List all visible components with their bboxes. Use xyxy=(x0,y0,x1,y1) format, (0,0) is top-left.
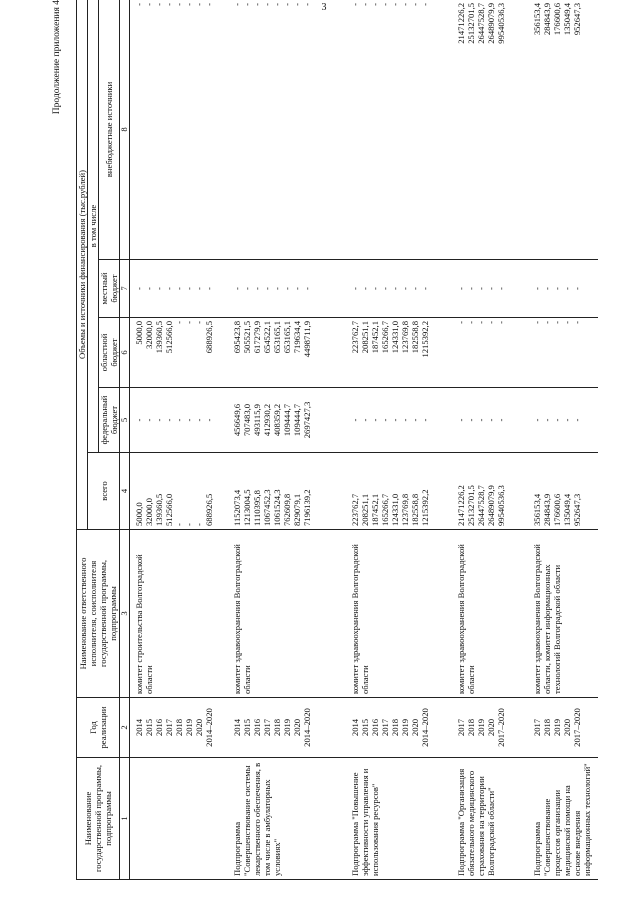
continuation-note: Продолжение приложения 4 xyxy=(52,0,62,115)
extrabudget-value: 356153,4 xyxy=(532,2,542,36)
year-value: 2020 xyxy=(562,718,572,737)
regional-value: - xyxy=(486,321,496,324)
total-value: 1213004,5 xyxy=(242,489,252,526)
total-value: 512566,0 xyxy=(164,493,174,526)
year-value: 2019 xyxy=(552,718,562,737)
federal-value: - xyxy=(370,418,380,422)
local-value: - xyxy=(476,287,486,290)
extrabudget-value: - xyxy=(400,2,410,6)
year-value: 2019 xyxy=(476,718,486,737)
local-value: - xyxy=(154,287,164,290)
program-name xyxy=(130,758,219,880)
col-number: 7 xyxy=(120,260,130,318)
total-value: 25132701,5 xyxy=(466,485,476,526)
extrabudget-cell xyxy=(442,0,518,260)
extrabudget-value: 26489079,9 xyxy=(486,2,496,44)
local-value: - xyxy=(496,287,506,290)
extrabudget-value: - xyxy=(282,2,292,6)
extrabudget-value: - xyxy=(350,2,360,6)
total-value: 139360,5 xyxy=(154,493,164,526)
total-value: 176600,6 xyxy=(552,493,562,526)
year-value: 2014–2020 xyxy=(420,708,430,747)
program-name xyxy=(218,758,328,880)
regional-value: - xyxy=(476,321,486,324)
executor-text: комитет здравоохранения Волгоградской области xyxy=(456,544,476,694)
local-value: - xyxy=(164,287,174,290)
local-value: - xyxy=(466,287,476,290)
extrabudget-value: - xyxy=(292,2,302,6)
local-value: - xyxy=(174,287,184,290)
year-value: 2018 xyxy=(390,718,400,737)
extrabudget-value: 284843,9 xyxy=(542,2,552,36)
federal-value: - xyxy=(562,418,572,422)
funding-table xyxy=(76,0,598,880)
federal-value: - xyxy=(400,418,410,422)
extrabudget-cell xyxy=(130,0,219,260)
year-value: 2016 xyxy=(252,718,262,737)
local-value: - xyxy=(232,287,242,290)
year-value: 2014–2020 xyxy=(302,708,312,747)
executor xyxy=(518,530,598,698)
regional-value: - xyxy=(496,321,506,324)
regional-value: - xyxy=(174,321,184,324)
federal-cell xyxy=(130,388,219,453)
total-value: 99540536,3 xyxy=(496,485,506,526)
header-program: Наименование государственной программы, подпрограммы xyxy=(77,758,120,880)
regional-value: 654522,1 xyxy=(262,321,272,354)
executor-text: комитет строительства Волгоградской области xyxy=(134,554,154,694)
total-cell xyxy=(518,453,598,530)
extrabudget-value: 26447528,7 xyxy=(476,2,486,44)
federal-value: 707483,0 xyxy=(242,403,252,437)
local-cell xyxy=(328,260,442,318)
local-value: - xyxy=(252,287,262,290)
regional-value: 617279,9 xyxy=(252,321,262,354)
header-executor: Наименование ответственного исполнителя, соисполнителя государственной программы, подпрограммы xyxy=(77,530,120,698)
regional-value: 139360,5 xyxy=(154,321,164,354)
executor-text: комитет здравоохранения Волгоградской области xyxy=(350,544,370,694)
total-value: - xyxy=(174,523,184,526)
local-value: - xyxy=(350,287,360,290)
regional-value: 32000,0 xyxy=(144,321,154,349)
total-value: - xyxy=(184,523,194,526)
local-value: - xyxy=(292,287,302,290)
extrabudget-value: 952647,3 xyxy=(572,2,582,36)
program-name-text: Подпрограмма "Повышение эффективности управления и использования ресурсов" xyxy=(350,768,380,876)
header-year: Год реализации xyxy=(77,698,120,758)
federal-value: - xyxy=(476,418,486,422)
regional-value: 719634,4 xyxy=(292,321,302,354)
extrabudget-value: 135049,4 xyxy=(562,2,572,36)
program-name-text: Подпрограмма "Организация обязательного медицинского страхования на территории Волгоградской области" xyxy=(456,768,496,876)
extrabudget-cell xyxy=(328,0,442,260)
regional-cell xyxy=(328,318,442,388)
federal-value: - xyxy=(174,418,184,422)
extrabudget-value: - xyxy=(144,2,154,6)
year-value: 2017 xyxy=(164,718,174,737)
federal-value: 2697427,3 xyxy=(302,401,312,439)
col-number: 6 xyxy=(120,318,130,388)
year-value: 2018 xyxy=(542,718,552,737)
local-value: - xyxy=(144,287,154,290)
year-value: 2018 xyxy=(466,718,476,737)
year-value: 2016 xyxy=(154,718,164,737)
regional-value: 688926,5 xyxy=(204,321,214,354)
regional-value: 187452,1 xyxy=(370,321,380,354)
extrabudget-value: - xyxy=(154,2,164,6)
local-value: - xyxy=(400,287,410,290)
header-funding-group: Объемы и источники финансирования (тыс.рублей) xyxy=(77,0,88,530)
extrabudget-value: - xyxy=(370,2,380,6)
total-value: 1061524,3 xyxy=(272,489,282,526)
year-value: 2014 xyxy=(350,718,360,737)
local-value: - xyxy=(272,287,282,290)
table-row xyxy=(218,0,328,880)
regional-value: 223762,7 xyxy=(350,321,360,354)
local-value: - xyxy=(542,287,552,290)
year-cell xyxy=(328,698,442,758)
regional-cell xyxy=(130,318,219,388)
program-name-text: Подпрограмма "Совершенствование процессов организации медицинской помощи на основе внедрения информационных технологий" xyxy=(532,763,592,876)
year-cell xyxy=(130,698,219,758)
total-value: 135049,4 xyxy=(562,493,572,526)
page-number: 3 xyxy=(321,2,327,13)
local-value: - xyxy=(456,287,466,290)
federal-value: - xyxy=(360,418,370,422)
year-value: 2020 xyxy=(292,718,302,737)
local-value: - xyxy=(390,287,400,290)
federal-cell xyxy=(218,388,328,453)
extrabudget-value: 176600,6 xyxy=(552,2,562,36)
regional-value: 653165,1 xyxy=(272,321,282,354)
year-value: 2018 xyxy=(174,718,184,737)
regional-value: 695423,8 xyxy=(232,321,242,354)
regional-value: 5000,0 xyxy=(134,321,144,345)
regional-value: 1215392,2 xyxy=(420,321,430,358)
extrabudget-value: - xyxy=(164,2,174,6)
regional-cell xyxy=(442,318,518,388)
extrabudget-value: - xyxy=(390,2,400,6)
year-value: 2015 xyxy=(144,718,154,737)
extrabudget-cell xyxy=(518,0,598,260)
local-value: - xyxy=(380,287,390,290)
total-value: 26489079,9 xyxy=(486,485,496,526)
regional-cell xyxy=(218,318,328,388)
table-row xyxy=(442,0,518,880)
regional-cell xyxy=(518,318,598,388)
local-value: - xyxy=(572,287,582,290)
regional-value: 653165,1 xyxy=(282,321,292,354)
table-body xyxy=(130,0,599,880)
extrabudget-value: 25132701,5 xyxy=(466,2,476,44)
regional-value: 512566,0 xyxy=(164,321,174,354)
col-number: 1 xyxy=(120,758,130,880)
extrabudget-value: - xyxy=(184,2,194,6)
year-value: 2016 xyxy=(370,718,380,737)
program-name xyxy=(328,758,442,880)
header-local: местный бюджет xyxy=(99,260,120,318)
federal-value: - xyxy=(154,418,164,422)
federal-value: 408359,2 xyxy=(272,403,282,437)
program-name xyxy=(442,758,518,880)
regional-value: - xyxy=(184,321,194,324)
header-total: всего xyxy=(88,453,120,530)
year-value: 2014 xyxy=(232,718,242,737)
header-regional: областной бюджет xyxy=(99,318,120,388)
total-value: 688926,5 xyxy=(204,493,214,526)
extrabudget-value: - xyxy=(302,2,312,6)
year-value: 2017 xyxy=(532,718,542,737)
federal-cell xyxy=(328,388,442,453)
local-value: - xyxy=(552,287,562,290)
local-value: - xyxy=(420,287,430,290)
total-value: 208251,1 xyxy=(360,493,370,526)
federal-value: - xyxy=(542,418,552,422)
total-value: 21471226,2 xyxy=(456,485,466,526)
rotated-page xyxy=(50,0,610,880)
column-number-row xyxy=(120,0,130,880)
total-value: 7196139,2 xyxy=(302,489,312,526)
col-number: 4 xyxy=(120,453,130,530)
local-value: - xyxy=(486,287,496,290)
executor xyxy=(218,530,328,698)
regional-value: 182558,8 xyxy=(410,321,420,354)
col-number: 3 xyxy=(120,530,130,698)
federal-value: 109444,7 xyxy=(282,403,292,437)
total-cell xyxy=(130,453,219,530)
executor xyxy=(130,530,219,698)
executor-text: комитет здравоохранения Волгоградской области xyxy=(232,544,252,694)
total-value: 829079,1 xyxy=(292,493,302,526)
extrabudget-value: 99540536,3 xyxy=(496,2,506,44)
federal-cell xyxy=(518,388,598,453)
regional-value: - xyxy=(456,321,466,324)
federal-value: - xyxy=(496,418,506,422)
local-value: - xyxy=(194,287,204,290)
extrabudget-value: - xyxy=(194,2,204,6)
total-value: 284843,9 xyxy=(542,493,552,526)
year-value: 2020 xyxy=(194,718,204,737)
year-value: 2017–2020 xyxy=(572,708,582,747)
regional-value: 4498711,9 xyxy=(302,321,312,358)
regional-value: - xyxy=(572,321,582,324)
federal-value: - xyxy=(572,418,582,422)
federal-value: - xyxy=(552,418,562,422)
federal-value: 456649,6 xyxy=(232,403,242,437)
total-value: 1215392,2 xyxy=(420,489,430,526)
extrabudget-value: - xyxy=(232,2,242,6)
total-value: 165266,7 xyxy=(380,493,390,526)
total-value: - xyxy=(194,523,204,526)
local-value: - xyxy=(532,287,542,290)
federal-value: - xyxy=(194,418,204,422)
header-federal: федеральный бюджет xyxy=(99,388,120,453)
header-including: в том числе xyxy=(88,0,99,453)
regional-value: - xyxy=(562,321,572,324)
year-value: 2015 xyxy=(242,718,252,737)
total-value: 5000,0 xyxy=(134,502,144,526)
total-value: 187452,1 xyxy=(370,493,380,526)
local-cell xyxy=(518,260,598,318)
extrabudget-value: - xyxy=(134,2,144,6)
extrabudget-value: - xyxy=(410,2,420,6)
regional-value: 124331,0 xyxy=(390,321,400,354)
table-row xyxy=(130,0,219,880)
local-value: - xyxy=(360,287,370,290)
year-value: 2017 xyxy=(262,718,272,737)
federal-value: - xyxy=(390,418,400,422)
year-value: 2014 xyxy=(134,718,144,737)
federal-value: - xyxy=(466,418,476,422)
regional-value: 123769,8 xyxy=(400,321,410,354)
table-row xyxy=(518,0,598,880)
total-cell xyxy=(218,453,328,530)
federal-value: 493115,9 xyxy=(252,404,262,436)
total-value: 356153,4 xyxy=(532,493,542,526)
total-value: 1152073,4 xyxy=(232,489,242,526)
executor xyxy=(328,530,442,698)
total-value: 124331,0 xyxy=(390,493,400,526)
regional-value: - xyxy=(532,321,542,324)
local-value: - xyxy=(370,287,380,290)
total-value: 223762,7 xyxy=(350,493,360,526)
regional-value: 208251,1 xyxy=(360,321,370,354)
federal-value: - xyxy=(410,418,420,422)
year-cell xyxy=(518,698,598,758)
federal-value: - xyxy=(204,418,214,422)
year-value: 2019 xyxy=(184,718,194,737)
local-value: - xyxy=(262,287,272,290)
federal-value: - xyxy=(134,418,144,422)
col-number: 8 xyxy=(120,0,130,260)
total-value: 762609,8 xyxy=(282,493,292,526)
year-value: 2019 xyxy=(282,718,292,737)
program-name-text: Подпрограмма "Совершенствование системы лекарственного обеспечения, в том числе в амбулаторных условиях" xyxy=(232,762,282,876)
local-value: - xyxy=(302,287,312,290)
year-value: 2017–2020 xyxy=(496,708,506,747)
federal-cell xyxy=(442,388,518,453)
extrabudget-value: - xyxy=(360,2,370,6)
extrabudget-value: 21471226,2 xyxy=(456,2,466,44)
extrabudget-value: - xyxy=(272,2,282,6)
year-value: 2015 xyxy=(360,718,370,737)
total-cell xyxy=(328,453,442,530)
total-value: 182558,8 xyxy=(410,493,420,526)
federal-value: - xyxy=(350,418,360,422)
regional-value: - xyxy=(194,321,204,324)
regional-value: 505521,5 xyxy=(242,321,252,354)
federal-value: - xyxy=(532,418,542,422)
local-value: - xyxy=(242,287,252,290)
total-value: 1110395,8 xyxy=(252,490,262,526)
local-value: - xyxy=(562,287,572,290)
federal-value: - xyxy=(486,418,496,422)
local-cell xyxy=(218,260,328,318)
federal-value: - xyxy=(456,418,466,422)
extrabudget-value: - xyxy=(252,2,262,6)
regional-value: - xyxy=(542,321,552,324)
federal-value: - xyxy=(184,418,194,422)
regional-value: - xyxy=(466,321,476,324)
total-value: 26447528,7 xyxy=(476,485,486,526)
regional-value: 165266,7 xyxy=(380,321,390,354)
program-name xyxy=(518,758,598,880)
local-value: - xyxy=(184,287,194,290)
col-number: 2 xyxy=(120,698,130,758)
year-value: 2019 xyxy=(400,718,410,737)
table-row xyxy=(328,0,442,880)
federal-value: - xyxy=(380,418,390,422)
executor-text: комитет здравоохранения Волгоградской области, комитет информационных технологий Волгоградской области xyxy=(532,544,562,694)
year-value: 2017 xyxy=(456,718,466,737)
federal-value: - xyxy=(420,418,430,422)
col-number: 5 xyxy=(120,388,130,453)
executor xyxy=(442,530,518,698)
extrabudget-value: - xyxy=(262,2,272,6)
local-value: - xyxy=(282,287,292,290)
extrabudget-value: - xyxy=(204,2,214,6)
local-value: - xyxy=(410,287,420,290)
federal-value: 109444,7 xyxy=(292,403,302,437)
year-value: 2014–2020 xyxy=(204,708,214,747)
extrabudget-value: - xyxy=(174,2,184,6)
local-cell xyxy=(130,260,219,318)
extrabudget-cell xyxy=(218,0,328,260)
total-value: 952647,3 xyxy=(572,493,582,526)
total-value: 1067452,3 xyxy=(262,489,272,526)
federal-value: 412930,2 xyxy=(262,403,272,437)
header-extrabudget: внебюджетные источники xyxy=(99,0,120,260)
extrabudget-value: - xyxy=(380,2,390,6)
year-value: 2018 xyxy=(272,718,282,737)
total-cell xyxy=(442,453,518,530)
extrabudget-value: - xyxy=(242,2,252,6)
total-value: 123769,8 xyxy=(400,493,410,526)
regional-value: - xyxy=(552,321,562,324)
total-value: 32000,0 xyxy=(144,498,154,526)
year-value: 2020 xyxy=(486,718,496,737)
year-cell xyxy=(218,698,328,758)
federal-value: - xyxy=(144,418,154,422)
year-value: 2017 xyxy=(380,718,390,737)
local-value: - xyxy=(204,287,214,290)
local-cell xyxy=(442,260,518,318)
local-value: - xyxy=(134,287,144,290)
year-cell xyxy=(442,698,518,758)
year-value: 2020 xyxy=(410,718,420,737)
federal-value: - xyxy=(164,418,174,422)
extrabudget-value: - xyxy=(420,2,430,6)
